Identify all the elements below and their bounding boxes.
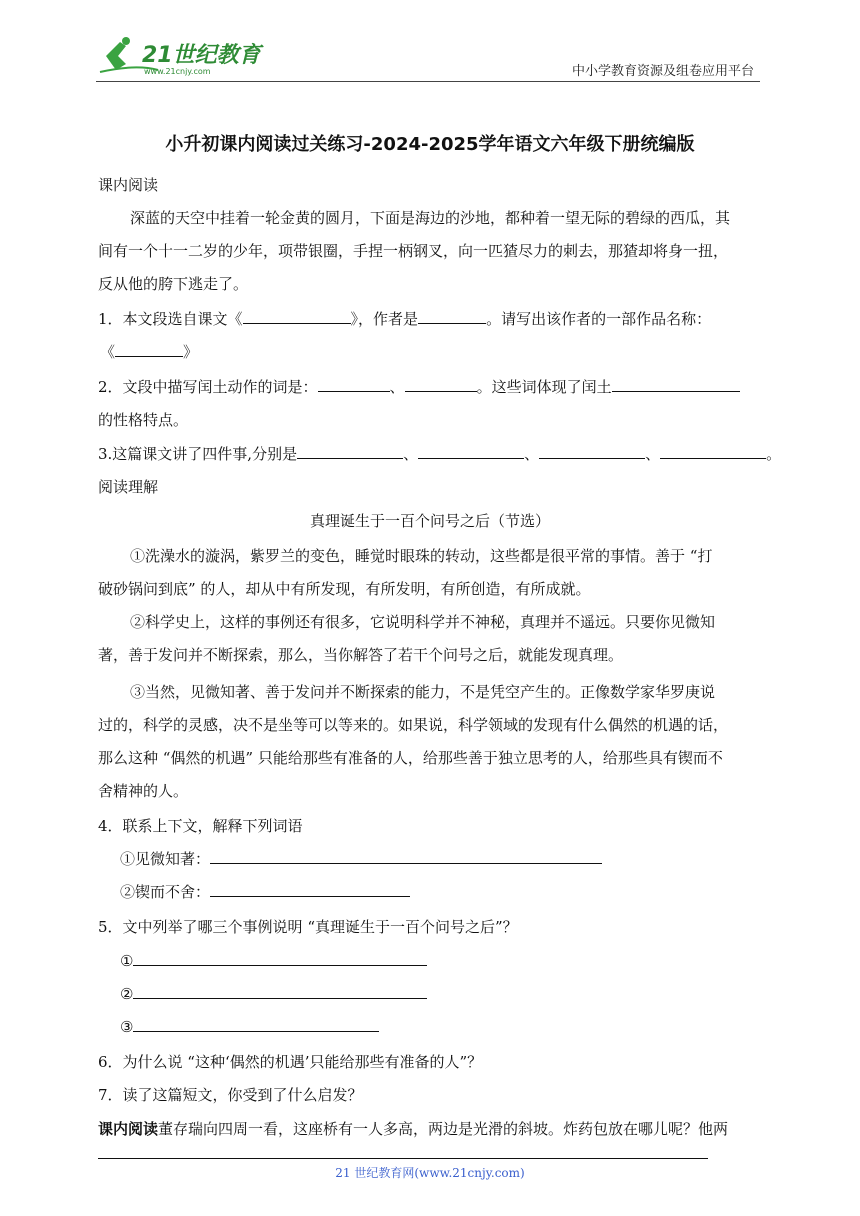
q4-item-1-label: ①见微知著：	[120, 850, 211, 868]
q1-blank-author[interactable]	[418, 308, 486, 324]
passage-line-2: 间有一个十一二岁的少年，项带银圈，手捏一柄钢叉，向一匹猹尽力的刺去，那猹却将身一扭，	[98, 242, 729, 260]
q2-text-b: 、	[389, 378, 405, 396]
q1-blank-work[interactable]	[115, 341, 183, 357]
q3-sep-3: 、	[645, 445, 661, 463]
article-paragraph-3-line-2: 过的，科学的灵感，决不是坐等可以等来的。如果说，科学领域的发现有什么偶然的机遇的话，	[98, 716, 729, 734]
logo-21cnjy	[96, 34, 266, 78]
section-heading-1: 课内阅读	[98, 176, 159, 194]
page-title: 小升初课内阅读过关练习-2024-2025学年语文六年级下册统编版	[165, 134, 695, 155]
question-5-item-1	[120, 945, 427, 978]
article-paragraph-1-line-1: ①洗澡水的漩涡，紫罗兰的变色，睡觉时眼珠的转动，这些都是很平常的事情。善于 “打	[130, 547, 713, 565]
q1-text-c: 。请写出该作者的一部作品名称：	[486, 310, 712, 328]
q4-item-2-label: ②锲而不舍：	[120, 883, 211, 901]
question-5-item-3	[120, 1011, 379, 1044]
header-divider	[96, 81, 760, 82]
q1-text-b: 》，作者是	[350, 310, 419, 328]
passage-line-1: 深蓝的天空中挂着一轮金黄的圆月，下面是海边的沙地，都种着一望无际的碧绿的西瓜，其	[130, 209, 731, 227]
q2-blank-3[interactable]	[612, 376, 740, 392]
q4-blank-2[interactable]	[210, 881, 410, 897]
header-platform-name: 中小学教育资源及组卷应用平台	[571, 64, 754, 79]
passage-line-3: 反从他的胯下逃走了。	[98, 275, 249, 293]
article-paragraph-3-line-3: 那么这种 “偶然的机遇” 只能给那些有准备的人，给那些善于独立思考的人，给那些具有锲而不	[98, 749, 723, 767]
q5-blank-2[interactable]	[133, 983, 427, 999]
q2-text-a: 2．文段中描写闰土动作的词是：	[98, 378, 318, 396]
section-3-text: 董存瑞向四周一看，这座桥有一人多高，两边是光滑的斜坡。炸药包放在哪儿呢？他两	[158, 1120, 729, 1138]
q1-text-a: 1．本文段选自课文《	[98, 310, 243, 328]
footer-link[interactable]: 21 世纪教育网(www.21cnjy.com)	[335, 1166, 525, 1180]
page-header	[96, 34, 760, 80]
question-7: 7．读了这篇短文，你受到了什么启发？	[98, 1086, 363, 1104]
article-title: 真理诞生于一百个问号之后（节选）	[309, 512, 550, 530]
question-1	[98, 303, 711, 336]
q3-blank-2[interactable]	[418, 443, 524, 459]
q3-blank-1[interactable]	[297, 443, 403, 459]
question-5: 5．文中列举了哪三个事例说明 “真理诞生于一百个问号之后”？	[98, 918, 518, 936]
section-heading-3: 课内阅读	[98, 1120, 159, 1138]
q2-blank-1[interactable]	[318, 376, 390, 392]
section-heading-2: 阅读理解	[98, 478, 159, 496]
q5-item-3-label: ③	[120, 1018, 134, 1036]
article-paragraph-3-line-4: 舍精神的人。	[98, 782, 189, 800]
footer-divider	[98, 1158, 708, 1159]
q4-blank-1[interactable]	[210, 848, 602, 864]
question-2-line-2: 的性格特点。	[98, 411, 189, 429]
q5-item-1-label: ①	[120, 952, 134, 970]
q1-text-d: 《	[100, 343, 116, 361]
q5-item-2-label: ②	[120, 985, 134, 1003]
q1-text-e: 》	[183, 343, 199, 361]
q3-end: 。	[766, 445, 782, 463]
q2-blank-2[interactable]	[405, 376, 477, 392]
question-2	[98, 371, 740, 404]
question-5-item-2	[120, 978, 427, 1011]
question-1-line-2	[100, 336, 198, 369]
question-4-item-1	[120, 843, 602, 876]
question-4-item-2	[120, 876, 410, 909]
article-paragraph-2-line-2: 著，善于发问并不断探索，那么，当你解答了若干个问号之后，就能发现真理。	[98, 646, 624, 664]
logo-url: www.21cnjy.com	[144, 67, 211, 76]
article-paragraph-3-line-1: ③当然，见微知著、善于发问并不断探索的能力，不是凭空产生的。正像数学家华罗庚说	[130, 683, 716, 701]
q5-blank-3[interactable]	[133, 1016, 379, 1032]
article-paragraph-2-line-1: ②科学史上，这样的事例还有很多，它说明科学并不神秘，真理并不遥远。只要你见微知	[130, 613, 716, 631]
q2-text-c: 。这些词体现了闰土	[476, 378, 612, 396]
logo-text: 21世纪教育	[142, 43, 261, 68]
question-6: 6．为什么说 “这种‘偶然的机遇’只能给那些有准备的人”？	[98, 1053, 483, 1071]
q3-blank-4[interactable]	[660, 443, 766, 459]
q3-sep-2: 、	[524, 445, 540, 463]
q5-blank-1[interactable]	[133, 950, 427, 966]
q1-blank-title[interactable]	[243, 308, 351, 324]
q3-text-a: 3.这篇课文讲了四件事,分别是	[98, 445, 298, 463]
article-paragraph-1-line-2: 破砂锅问到底” 的人，却从中有所发现，有所发明，有所创造，有所成就。	[98, 580, 591, 598]
question-3	[98, 438, 781, 471]
question-4: 4．联系上下文，解释下列词语	[98, 817, 303, 835]
q3-blank-3[interactable]	[539, 443, 645, 459]
q3-sep-1: 、	[403, 445, 419, 463]
section-3-passage	[98, 1113, 728, 1146]
